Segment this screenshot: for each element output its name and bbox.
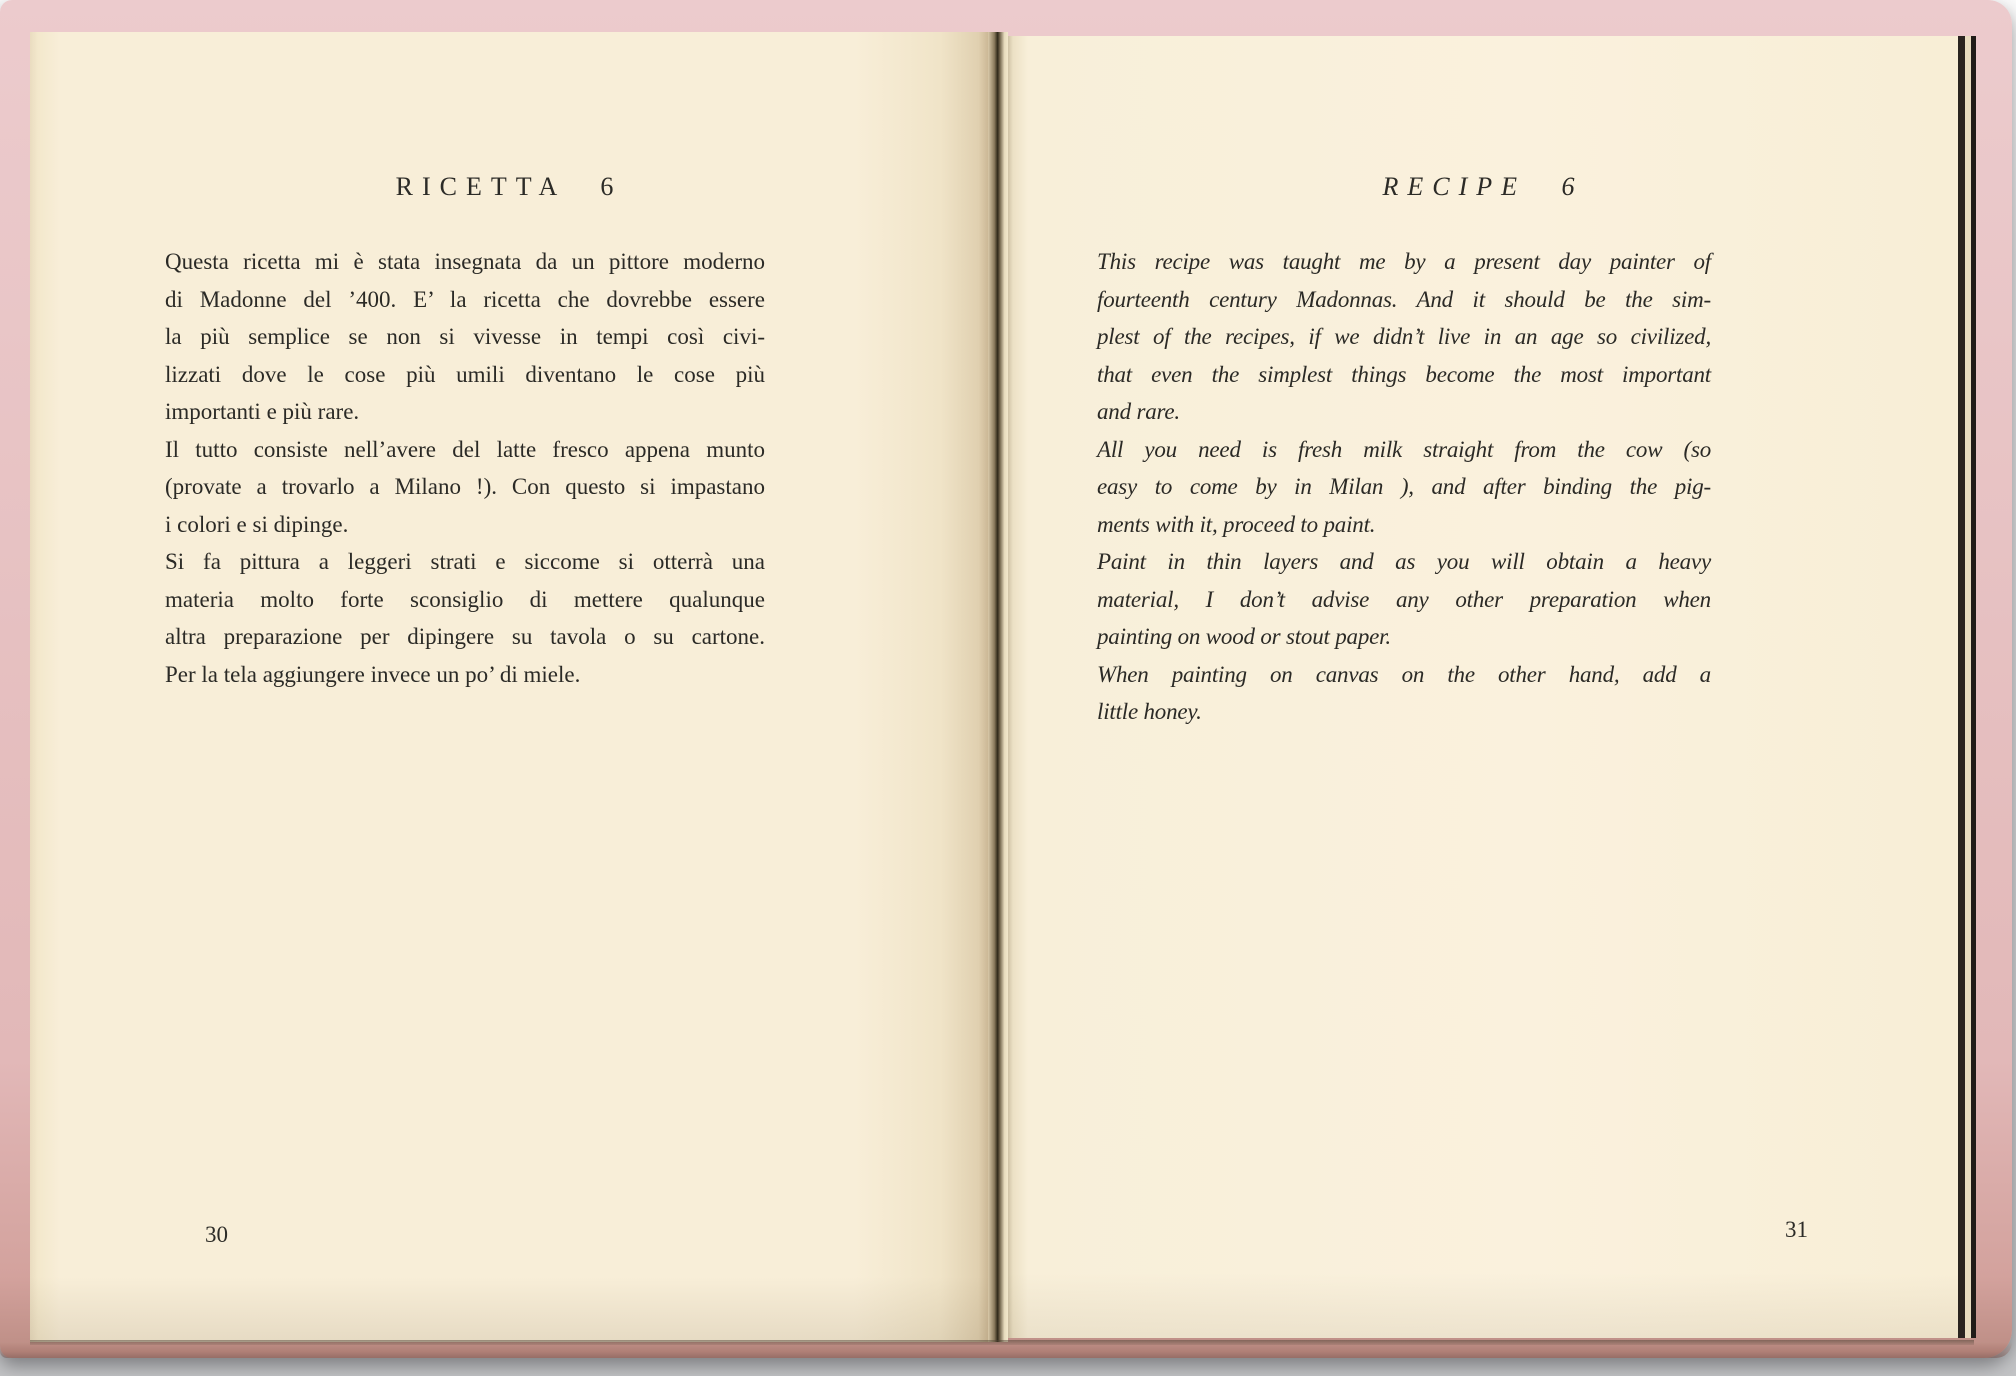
text-line: i colori e si dipinge.	[165, 511, 349, 537]
right-page-body	[1097, 243, 1711, 731]
text-line: All you need is fresh milk straight from the cow (so	[1097, 436, 1711, 462]
text-line: When painting on canvas on the other hand, add a	[1097, 661, 1711, 687]
left-page-body	[165, 243, 765, 693]
paragraph	[1097, 656, 1711, 731]
right-page-number: 31	[1785, 1217, 1808, 1242]
text-line: painting on wood or stout paper.	[1097, 624, 1391, 649]
text-line: materia molto forte sconsiglio di mettere qualunque	[165, 586, 765, 612]
text-line: Questa ricetta mi è stata insegnata da un pittore moderno	[165, 249, 765, 274]
paragraph	[165, 543, 765, 693]
text-line: (provate a trovarlo a Milano !). Con questo si impastano	[165, 474, 765, 499]
book-gutter	[988, 32, 1008, 1342]
text-line: Per la tela aggiungere invece un po’ di miele.	[165, 661, 581, 687]
right-page-title: RECIPE 6	[1382, 172, 1584, 201]
paragraph	[1097, 431, 1711, 544]
text-line: and rare.	[1097, 399, 1180, 424]
text-line: little honey.	[1097, 699, 1202, 724]
left-page-number: 30	[205, 1222, 228, 1247]
paragraph	[165, 431, 765, 544]
paragraph	[1097, 243, 1711, 431]
text-line: fourteenth century Madonnas. And it should be the sim-	[1097, 286, 1711, 312]
text-line: altra preparazione per dipingere su tavola o su cartone.	[165, 624, 765, 649]
text-line: that even the simplest things become the most important	[1097, 361, 1711, 387]
text-line: lizzati dove le cose più umili diventano le cose più	[165, 361, 765, 387]
left-page-title: RICETTA 6	[395, 172, 623, 201]
text-line: Si fa pittura a leggeri strati e siccome si otterrà una	[165, 549, 765, 574]
text-line: Il tutto consiste nell’avere del latte fresco appena munto	[165, 436, 765, 462]
text-line: importanti e più rare.	[165, 399, 360, 424]
text-line: This recipe was taught me by a present day painter of	[1097, 249, 1711, 274]
text-line: Paint in thin layers and as you will obtain a heavy	[1097, 549, 1711, 574]
page-stack-edge-right	[1958, 36, 1982, 1338]
paragraph	[165, 243, 765, 431]
text-line: ments with it, proceed to paint.	[1097, 511, 1376, 537]
text-line: easy to come by in Milan ), and after binding the pig-	[1097, 474, 1711, 499]
page-stack-edge-bottom	[30, 1340, 1974, 1345]
text-line: la più semplice se non si vivesse in tempi così civi-	[165, 324, 765, 349]
text-line: material, I don’t advise any other preparation when	[1097, 586, 1711, 612]
left-page	[30, 32, 988, 1342]
text-line: di Madonne del ’400. E’ la ricetta che dovrebbe essere	[165, 286, 765, 312]
text-line: plest of the recipes, if we didn’t live in an age so civilized,	[1097, 324, 1711, 349]
right-page	[1008, 36, 1958, 1338]
paragraph	[1097, 543, 1711, 656]
